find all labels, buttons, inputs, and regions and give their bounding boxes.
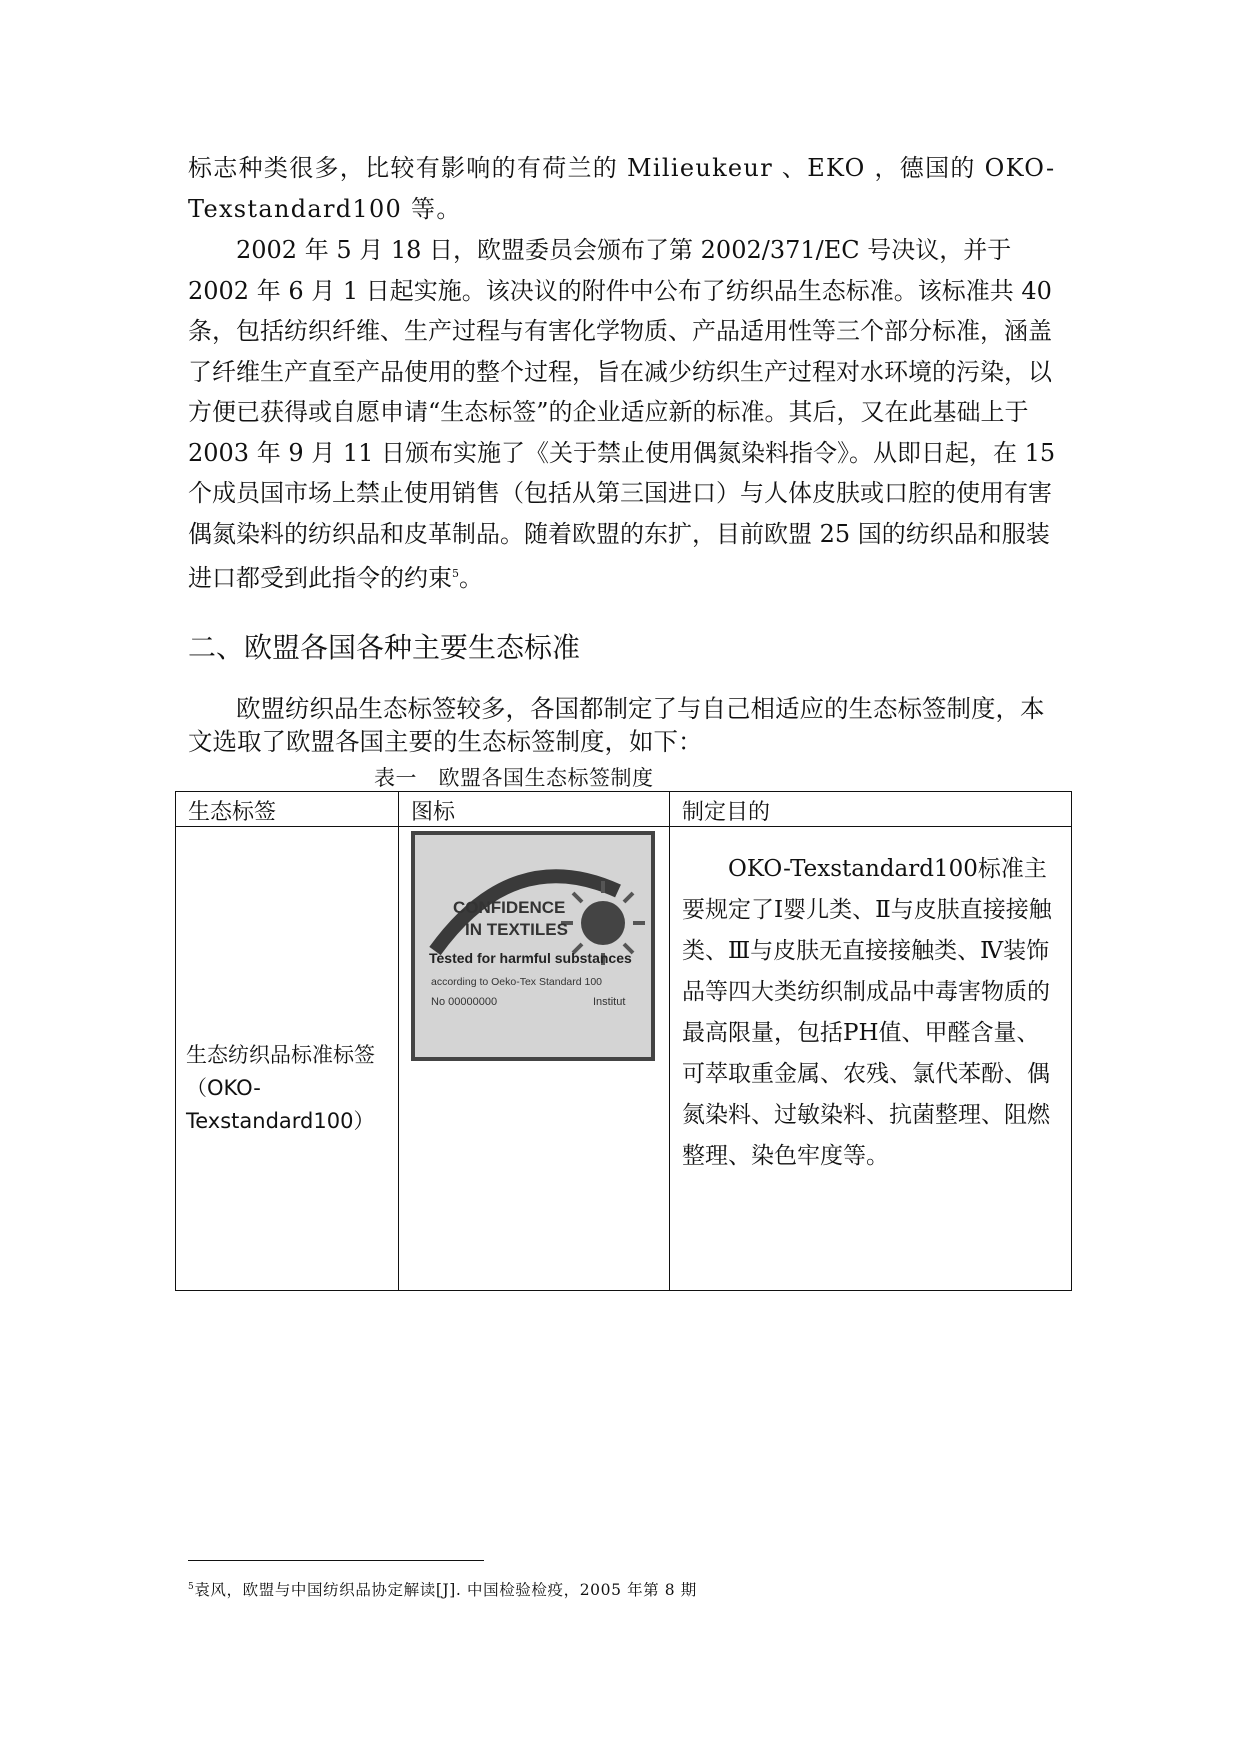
paragraph-table-intro: 欧盟纺织品生态标签较多，各国都制定了与自己相适应的生态标签制度，本文选取了欧盟各国主要的生态标签制度，如下： xyxy=(188,694,1045,756)
oeko-tex-logo xyxy=(411,831,655,1061)
table-caption: 表一 欧盟各国生态标签制度 xyxy=(374,766,654,790)
header-cell-label: 生态标签 xyxy=(176,792,399,827)
table-header-row xyxy=(176,792,1072,827)
eco-label-name: 生态纺织品标准标签（OKO-Texstandard100） xyxy=(186,1043,375,1133)
paragraph-eco-labels-intro: 标志种类很多，比较有影响的有荷兰的 Milieukeur 、EKO ，德国的 OKO-Texstandard100 等。 xyxy=(188,154,1056,223)
table-row xyxy=(176,827,1072,1291)
footnote-reference: 5 xyxy=(452,567,459,580)
logo-line1: CONFIDENCE xyxy=(453,898,566,917)
eco-label-table xyxy=(175,791,1072,1291)
section-heading: 二、欧盟各国各种主要生态标准 xyxy=(188,631,581,664)
logo-line3: Tested for harmful substances xyxy=(429,950,632,966)
footnote xyxy=(188,1578,697,1600)
oeko-tex-logo-graphic xyxy=(413,833,653,1059)
paragraph-eu-decision-text: 2002 年 5 月 18 日，欧盟委员会颁布了第 2002/371/EC 号决议，并于 2002 年 6 月 1 日起实施。该决议的附件中公布了纺织品生态标准。该标准共 40 条，包括纺织纤维、生产过程与有害化学物质、产品适用性等三个部分标准，涵盖了纤维生产直至产品使用的整个过程，旨在减少纺织生产过程对水环境的污染，以方便已获得或自愿申请“生态标签”的企业适应新的标准。其后，又在此基础上于 2003 年 9 月 11 日颁布实施了《关于禁止使用偶氮染料指令》。从即日起，在 15 个成员国市场上禁止使用销售（包括从第三国进口）与人体皮肤或口腔的使用有害偶氮染料的纺织品和皮革制品。随着欧盟的东扩，目前欧盟 25 国的纺织品和服装进口都受到此指令的约束 xyxy=(188,236,1056,592)
logo-line2: IN TEXTILES xyxy=(465,920,568,939)
paragraph-eu-decision: 2002 年 5 月 18 日，欧盟委员会颁布了第 2002/371/EC 号决议，并于 2002 年 6 月 1 日起实施。该决议的附件中公布了纺织品生态标准。该标准共 40 条，包括纺织纤维、生产过程与有害化学物质、产品适用性等三个部分标准，涵盖了纤维生产直至产品使用的整个过程，旨在减少纺织生产过程对水环境的污染，以方便已获得或自愿申请“生态标签”的企业适应新的标准。其后，又在此基础上于 2003 年 9 月 11 日颁布实施了《关于禁止使用偶氮染料指令》。从即日起，在 15 个成员国市场上禁止使用销售（包括从第三国进口）与人体皮肤或口腔的使用有害偶氮染料的纺织品和皮革制品。随着欧盟的东扩，目前欧盟 25 国的纺织品和服装进口都受到此指令的约束$^5$。 xyxy=(188,236,1056,592)
footnote-mark: 5 xyxy=(188,1581,195,1592)
eco-label-purpose-cell xyxy=(670,827,1072,1291)
footnote-separator xyxy=(188,1560,484,1561)
eco-label-purpose: OKO-Texstandard100标准主要规定了Ⅰ婴儿类、Ⅱ与皮肤直接接触类、Ⅲ与皮肤无直接接触类、Ⅳ装饰品等四大类纺织制成品中毒害物质的最高限量，包括PH值、甲醛含量、可萃取重金属、农残、氯代苯酚、偶氮染料、过敏染料、抗菌整理、阻燃整理、染色牢度等。 xyxy=(682,856,1052,1169)
footnote-text: 袁风，欧盟与中国纺织品协定解读[J]. 中国检验检疫，2005 年第 8 期 xyxy=(194,1581,697,1599)
logo-line4: according to Oeko-Tex Standard 100 xyxy=(431,976,603,988)
eco-label-icon-cell xyxy=(399,827,670,1291)
header-cell-purpose: 制定目的 xyxy=(670,792,1072,827)
logo-institute: Institut xyxy=(593,996,626,1008)
header-cell-icon: 图标 xyxy=(399,792,670,827)
logo-number: No 00000000 xyxy=(431,996,498,1008)
eco-label-name-cell xyxy=(176,827,399,1291)
